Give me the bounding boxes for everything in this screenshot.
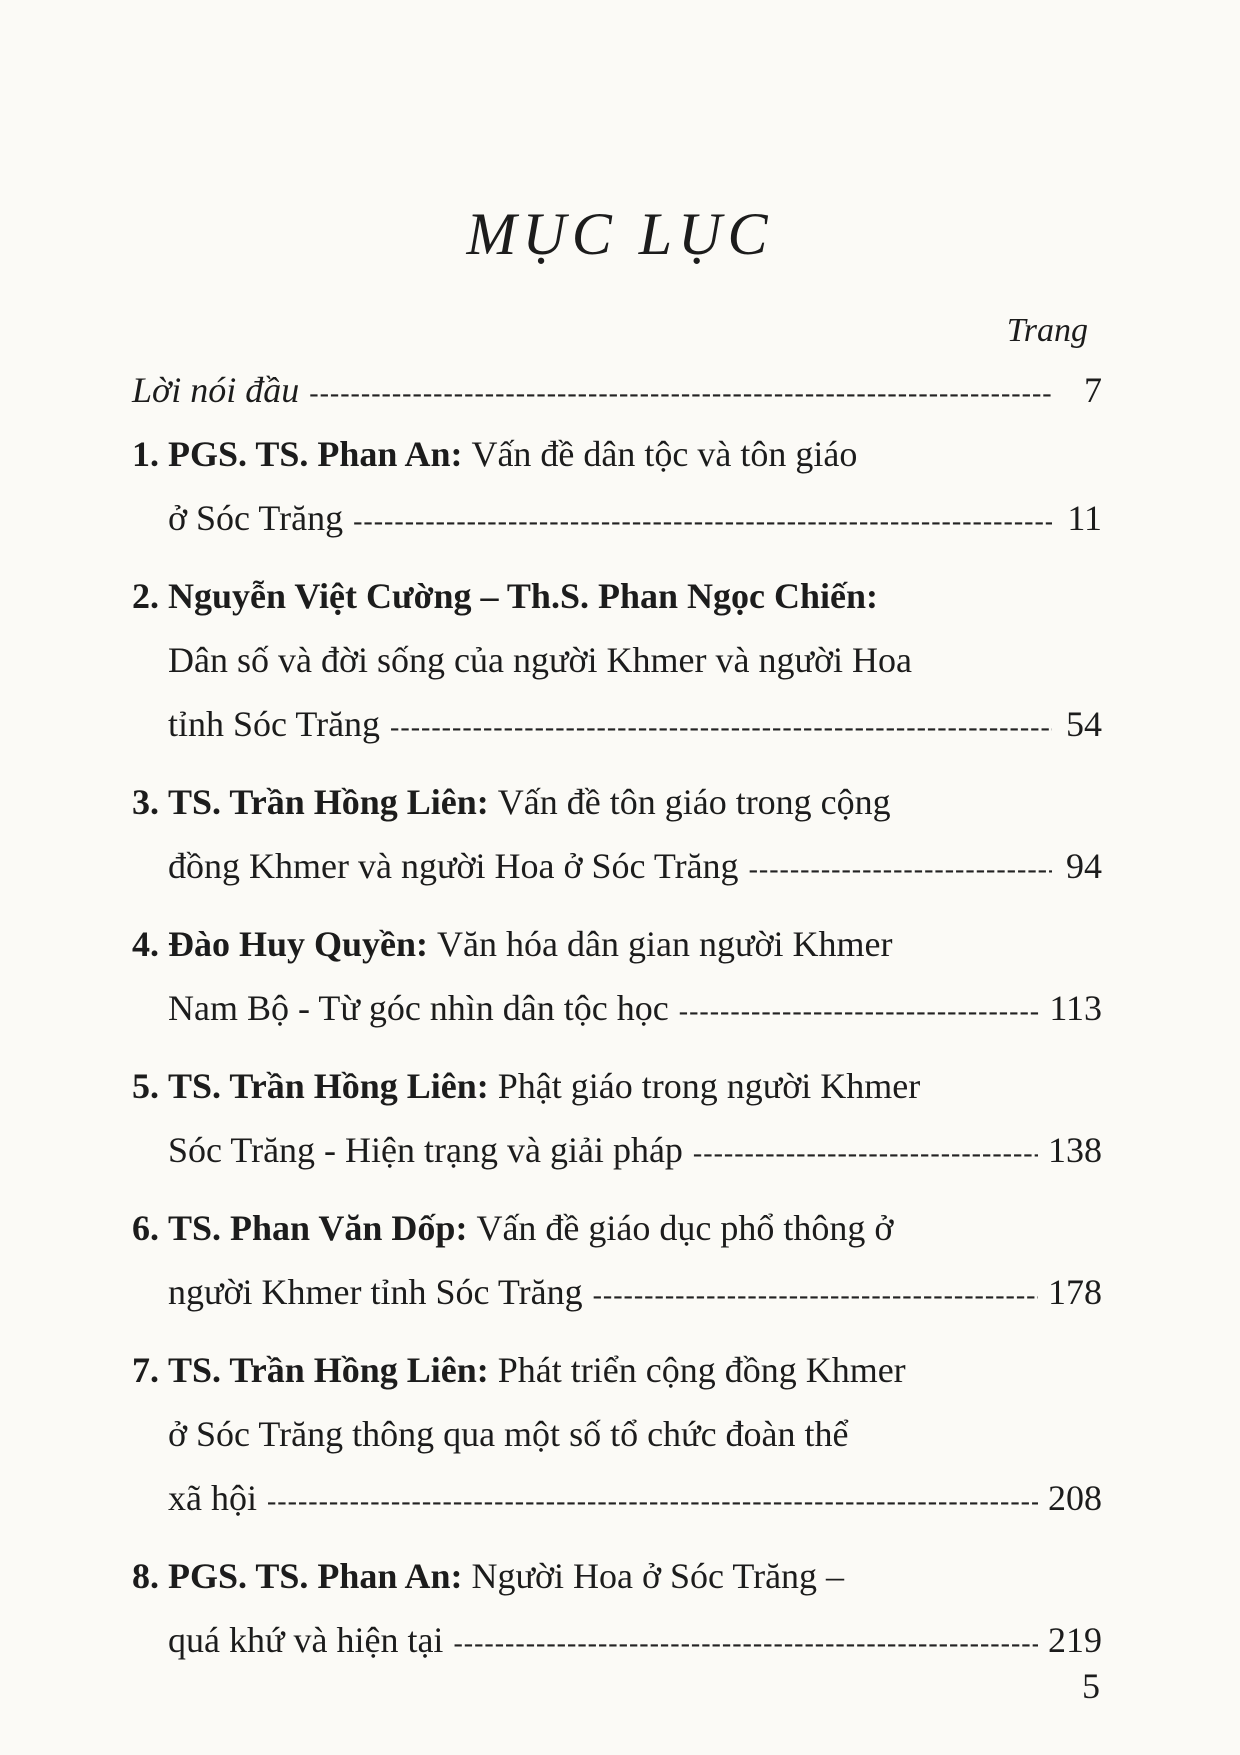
toc-line: [132, 486, 1102, 550]
toc-entry: [132, 1054, 1102, 1182]
entry-number: 1.: [132, 434, 159, 474]
entry-author: TS. Trần Hồng Liên:: [168, 782, 489, 822]
entry-title-line: ở Sóc Trăng: [168, 498, 344, 538]
toc-line: [132, 1118, 1102, 1182]
entry-title-line: tỉnh Sóc Trăng: [168, 704, 381, 744]
toc-page-number: 11: [1067, 498, 1102, 538]
dot-leader: [749, 838, 1052, 902]
table-of-contents: [132, 358, 1102, 1674]
entry-author: TS. Phan Văn Dốp:: [168, 1208, 468, 1248]
entry-number: 8.: [132, 1556, 159, 1596]
entry-title-line: Sóc Trăng - Hiện trạng và giải pháp: [168, 1130, 683, 1170]
toc-page-number: 113: [1049, 988, 1102, 1028]
entry-title-line: đồng Khmer và người Hoa ở Sóc Trăng: [168, 846, 739, 886]
toc-line: [132, 422, 1102, 486]
entry-number: 6.: [132, 1208, 159, 1248]
entry-author: TS. Trần Hồng Liên:: [168, 1066, 489, 1106]
toc-line: [132, 564, 1102, 628]
toc-line: [132, 1608, 1102, 1672]
entry-title-line: ở Sóc Trăng thông qua một số tổ chức đoàn thể: [168, 1414, 849, 1454]
toc-entry: [132, 422, 1102, 550]
toc-page-number: 54: [1066, 704, 1102, 744]
entry-number: 5.: [132, 1066, 159, 1106]
entry-title-line: quá khứ và hiện tại: [168, 1620, 444, 1660]
dot-leader: [353, 490, 1052, 554]
dot-leader: [390, 696, 1052, 760]
toc-line: [132, 1544, 1102, 1608]
toc-page-number: 138: [1048, 1130, 1102, 1170]
toc-entry: [132, 1196, 1102, 1324]
toc-entry: [132, 1544, 1102, 1672]
entry-title-line: Vấn đề tôn giáo trong cộng: [497, 782, 891, 822]
page-column-label: Trang: [1006, 312, 1088, 349]
entry-number: 2.: [132, 576, 159, 616]
page-title: MỤC LỤC: [466, 201, 774, 267]
toc-entry: [132, 912, 1102, 1040]
toc-line: [132, 834, 1102, 898]
entry-title-line: Phát triển cộng đồng Khmer: [497, 1350, 906, 1390]
entry-title-line: Dân số và đời sống của người Khmer và người Hoa: [168, 640, 912, 680]
toc-line: [132, 1054, 1102, 1118]
toc-line: [132, 1338, 1102, 1402]
toc-preface-title: Lời nói đầu: [132, 370, 300, 410]
dot-leader: [453, 1612, 1038, 1676]
toc-preface: [132, 358, 1102, 422]
entry-title-line: Vấn đề dân tộc và tôn giáo: [471, 434, 858, 474]
entry-title-line: Vấn đề giáo dục phổ thông ở: [476, 1208, 894, 1248]
dot-leader: [679, 980, 1040, 1044]
dot-leader: [693, 1122, 1038, 1186]
toc-line: [132, 628, 1102, 692]
toc-entry: [132, 564, 1102, 756]
entry-number: 4.: [132, 924, 159, 964]
toc-page-number: 178: [1048, 1272, 1102, 1312]
toc-page-number: 7: [1084, 370, 1102, 410]
entry-author: PGS. TS. Phan An:: [168, 1556, 463, 1596]
entry-author: TS. Trần Hồng Liên:: [168, 1350, 489, 1390]
toc-line: [132, 912, 1102, 976]
page-number: 5: [1082, 1666, 1100, 1706]
toc-line: [132, 692, 1102, 756]
toc-line: [132, 1260, 1102, 1324]
dot-leader: [267, 1470, 1038, 1534]
entry-title-line: Phật giáo trong người Khmer: [497, 1066, 921, 1106]
entry-number: 7.: [132, 1350, 159, 1390]
toc-page-number: 94: [1066, 846, 1102, 886]
toc-page-number: 219: [1048, 1620, 1102, 1660]
toc-line: [132, 770, 1102, 834]
dot-leader: [309, 362, 1052, 426]
entry-author: PGS. TS. Phan An:: [168, 434, 463, 474]
entry-number: 3.: [132, 782, 159, 822]
toc-entry: [132, 770, 1102, 898]
toc-entry: [132, 1338, 1102, 1530]
entry-title-line: Người Hoa ở Sóc Trăng –: [471, 1556, 845, 1596]
entry-title-line: người Khmer tỉnh Sóc Trăng: [168, 1272, 583, 1312]
dot-leader: [593, 1264, 1038, 1328]
entry-title-line: Văn hóa dân gian người Khmer: [437, 924, 893, 964]
toc-line: [132, 1402, 1102, 1466]
entry-title-line: Nam Bộ - Từ góc nhìn dân tộc học: [168, 988, 669, 1028]
toc-page-number: 208: [1048, 1478, 1102, 1518]
entry-author: Đào Huy Quyền:: [168, 924, 429, 964]
toc-line: [132, 1196, 1102, 1260]
entry-author: Nguyễn Việt Cường – Th.S. Phan Ngọc Chiến:: [168, 576, 878, 616]
toc-line: [132, 976, 1102, 1040]
toc-line: [132, 1466, 1102, 1530]
entry-title-line: xã hội: [168, 1478, 257, 1518]
